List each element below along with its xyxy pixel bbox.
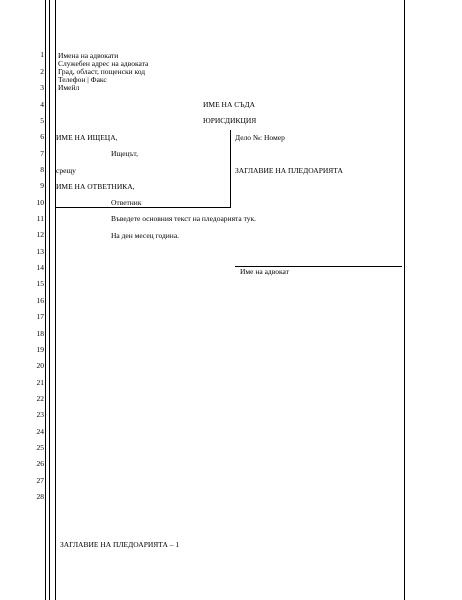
plaintiff-role[interactable]: Ищецът, [111,149,139,158]
line-number: 8 [40,165,44,174]
line-number: 5 [40,116,44,125]
line-number: 19 [36,345,44,354]
line-number: 26 [36,459,44,468]
case-number[interactable]: Дело №: Номер [235,133,285,142]
line-number: 13 [36,247,44,256]
line-number: 22 [36,394,44,403]
line-number: 25 [36,443,44,452]
defendant-name[interactable]: ИМЕ НА ОТВЕТНИКА, [56,182,135,191]
line-number: 1 [40,50,44,59]
number-column-rule [55,0,56,600]
versus-label[interactable]: срещу [56,166,76,175]
line-number: 24 [36,427,44,436]
court-name[interactable]: ИМЕ НА СЪДА [203,100,255,109]
line-number: 11 [36,214,44,223]
plaintiff-name[interactable]: ИМЕ НА ИЩЕЦА, [56,133,118,142]
line-number: 16 [36,296,44,305]
line-number: 18 [36,329,44,338]
attorney-names[interactable]: Имена на адвокати [58,51,119,60]
body-text[interactable]: Въведете основния текст на пледоарията тук. [111,214,257,223]
left-margin-rule-inner [49,0,50,600]
attorney-city-line[interactable]: Град, област, пощенски код [58,67,146,76]
attorney-phone-fax[interactable]: Телефон | Факс [58,75,107,84]
line-number: 20 [36,361,44,370]
footer-title-page[interactable]: ЗАГЛАВИЕ НА ПЛЕДОАРИЯТА – 1 [60,540,180,549]
line-number: 14 [36,263,44,272]
line-number: 6 [40,132,44,141]
left-margin-rule-outer [45,0,46,600]
line-number: 7 [40,149,44,158]
pleading-title[interactable]: ЗАГЛАВИЕ НА ПЛЕДОАРИЯТА [235,166,343,175]
date-line[interactable]: На ден месец година. [111,231,180,240]
line-number: 3 [40,83,44,92]
attorney-office-address[interactable]: Служебен адрес на адвоката [58,59,149,68]
line-number: 4 [40,100,44,109]
court-jurisdiction[interactable]: ЮРИСДИКЦИЯ [203,116,257,125]
attorney-email[interactable]: Имейл [58,83,80,92]
line-number: 12 [36,230,44,239]
caption-divider-horizontal [55,207,230,208]
line-number: 28 [36,492,44,501]
line-number: 10 [36,198,44,207]
line-number: 23 [36,410,44,419]
right-margin-rule [404,0,405,600]
line-number: 21 [36,378,44,387]
defendant-role[interactable]: Ответник [111,198,142,207]
line-number: 15 [36,279,44,288]
line-number: 17 [36,312,44,321]
line-number: 9 [40,181,44,190]
caption-divider-vertical [230,130,231,208]
line-number: 27 [36,476,44,485]
line-number: 2 [40,67,44,76]
attorney-signature-name[interactable]: Име на адвокат [240,267,289,276]
